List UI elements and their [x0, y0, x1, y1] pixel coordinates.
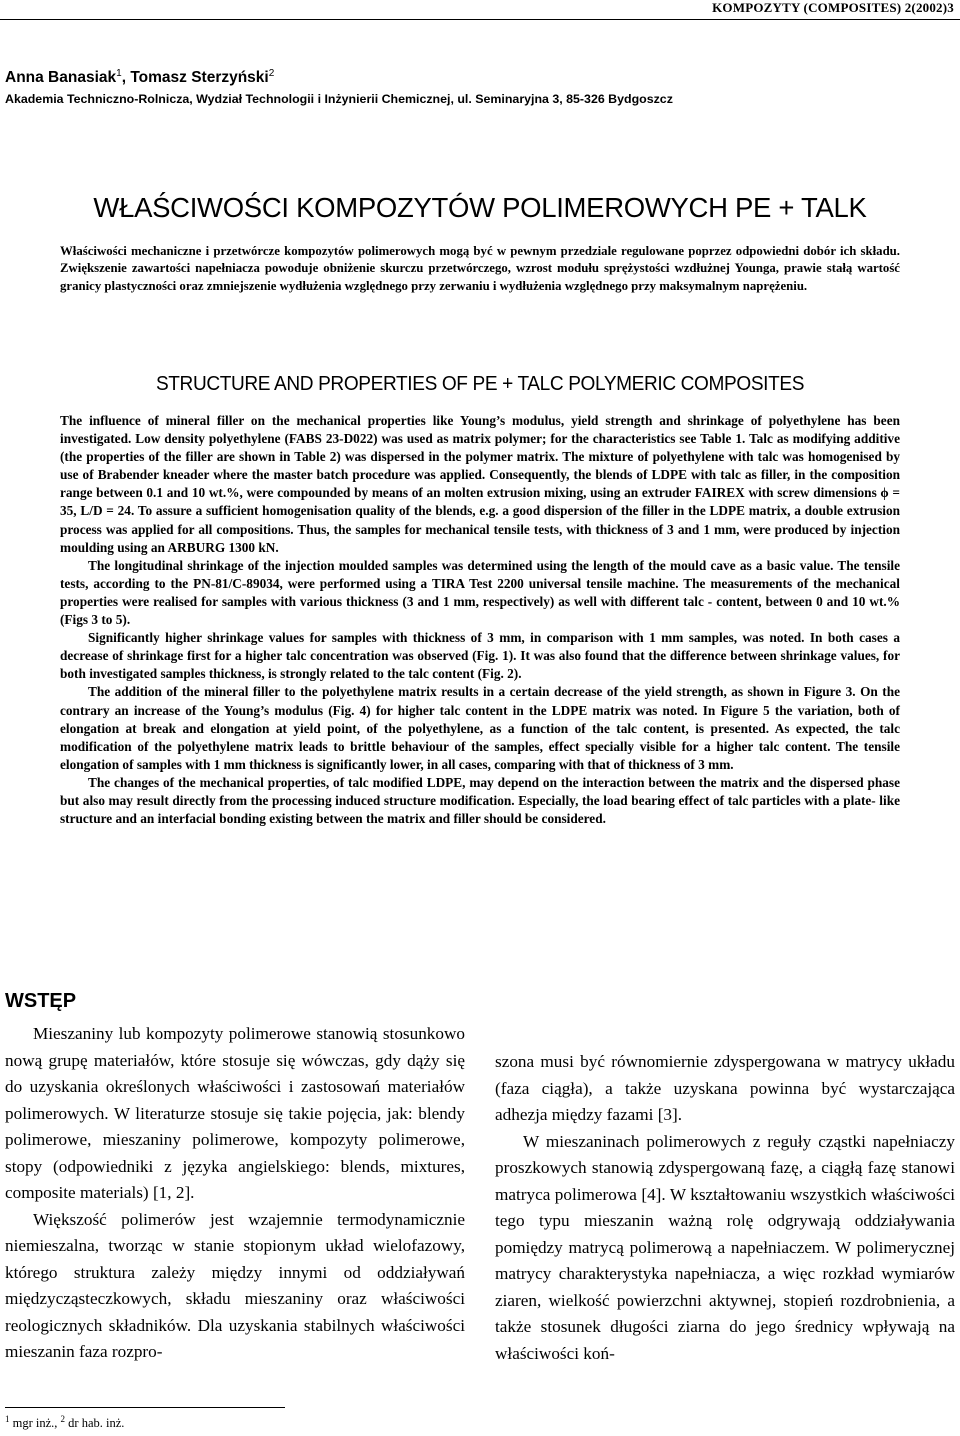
- journal-header: KOMPOZYTY (COMPOSITES) 2(2002)3: [712, 0, 954, 15]
- authors: [5, 68, 274, 87]
- footnote-text-1: mgr inż.,: [9, 1416, 61, 1431]
- abstract-en-paragraph: The influence of mineral filler on the mechanical properties like Young’s modulus, yield strength and shrinkage of polyethylene has been investigated. Low density polyethylene (FABS 23-D022) was used as matrix polymer; for the characteristics see Table 1. Talc as modifying additive (the properties of the filler are shown in Table 2) was dispersed in the polymer matrix. The mixture of polyethylene with talc was homogenised by use of Brabender kneader where the master batch procedure was applied. Consequently, the blends of LDPE with talc as filler, in the composition range between 0.1 and 10 wt.%, were compounded by means of an molten extrusion mixing, using an extruder FAIREX with screw dimensions ϕ = 35, L/D = 24. To assure a sufficient homogenisation quality of the blends, e.g. a good dispersion of the filler in the LDPE matrix, a double extrusion process was applied for all compositions. Thus, the samples for mechanical tensile tests, with thickness of 3 and 1 mm, were produced by injection moulding using an ARBURG 1300 kN.: [60, 413, 900, 555]
- footnote-rule: [5, 1407, 285, 1408]
- footnote-text-2: dr hab. inż.: [65, 1416, 125, 1431]
- abstract-en-paragraph: The longitudinal shrinkage of the injection moulded samples was determined using the length of the mould cave as a basic value. The tensile tests, according to the PN-81/C-89034, were performed using a TIRA Test 2200 universal tensile machine. The measurements of the mechanical properties were realised for samples with various thickness (3 and 1 mm, respectively) as well with different talc - content, between 0 and 10 wt.% (Figs 3 to 5).: [60, 557, 900, 628]
- body-paragraph: W mieszaninach polimerowych z reguły cząstki napełniaczy proszkowych stanowią zdyspergowaną fazę, a ciągłą fazę stanowi matryca polimerowa [4]. W kształtowaniu wszystkich właściwości tego typu mieszanin ważną rolę odgrywają oddziaływania pomiędzy matrycą polimerową a napełniaczem. W polimerycznej matrycy charakterystyka napełniacza, a więc rozkład wymiarów ziaren, wielkość powierzchni aktywnej, stopień rozdrobnienia, a także stosunek długości ziarna do jego średnicy wpływają na właściwości koń-: [495, 1131, 955, 1363]
- author-2-mark: 2: [268, 68, 275, 79]
- body-paragraph: Większość polimerów jest wzajemnie termodynamicznie niemieszalna, tworząc w stanie stopionym układ wielofazowy, którego struktura zależy między innymi od oddziaływań międzycząsteczkowych, składu mieszaniny oraz właściwości reologicznych składników. Dla uzyskania stabilnych właściwości mieszanin faza rozpro-: [5, 1209, 465, 1361]
- body-paragraph: Mieszaniny lub kompozyty polimerowe stanowią stosunkowo nową grupę materiałów, które stosuje się wówczas, gdy dąży się do uzyskania określonych właściwości i zastosowań materiałów polimerowych. W literaturze stosuje się takie pojęcia, jak: blendy polimerowe, mieszaniny polimerowe, kompozyty polimerowe, stopy (odpowiedniki z języka angielskiego: blends, mixtures, composite materials) [1, 2].: [5, 1024, 465, 1202]
- footnote-mark-2: 2: [60, 1414, 66, 1424]
- section-heading: WSTĘP: [5, 990, 77, 1012]
- author-1-mark: 1: [116, 68, 122, 79]
- abstract-polish-text: Właściwości mechaniczne i przetwórcze kompozytów polimerowych mogą być w pewnym przedziale regulowane poprzez odpowiedni dobór ich składu. Zwiększenie zawartości napełniacza powoduje obniżenie skurczu przetwórczego, wzrost modułu sprężystości wzdłużnej Younga, prawie stałą wartość granicy plastyczności oraz zmniejszenie wydłużenia względnego przy zerwaniu i wydłużenia względnego przy maksymalnym naprężeniu.: [60, 244, 900, 293]
- title-polish: WŁAŚCIWOŚCI KOMPOZYTÓW POLIMEROWYCH PE + TALK: [93, 192, 867, 223]
- footnote-mark-1: 1: [5, 1414, 10, 1424]
- abstract-english: [60, 412, 900, 828]
- author-2: Tomasz Sterzyński: [130, 69, 269, 87]
- abstract-en-paragraph: Significantly higher shrinkage values for samples with thickness of 3 mm, in comparison with 1 mm samples, was noted. In both cases a decrease of shrinkage first for a higher talc concentration was observed (Fig. 1). It was also found that the difference between shrinkage values, for both investigated samples thickness, is strongly related to the talc content (Fig. 2).: [60, 630, 900, 682]
- title-english: STRUCTURE AND PROPERTIES OF PE + TALC POLYMERIC COMPOSITES: [155, 372, 805, 395]
- author-1: Anna Banasiak: [5, 69, 117, 87]
- abstract-en-paragraph: The addition of the mineral filler to the polyethylene matrix results in a certain decrease of the yield strength, as shown in Figure 3. On the contrary an increase of the Young’s modulus (Fig. 4) for higher talc content in the LDPE matrix was noted. In Figure 5 the variation, both of elongation at break and elongation at yield point, of the polyethylene, as a function of the talc content, is presented. As expected, the talc modification of the polyethylene matrix leads to brittle behaviour of the samples, effect specially visible for a higher talc content. The tensile elongation of samples with 1 mm thickness is significantly lower, in all cases, comparing with that of thickness of 3 mm.: [60, 684, 900, 772]
- body-column-right: [495, 1049, 955, 1367]
- footnote: [5, 1414, 124, 1431]
- body-column-left: [5, 1021, 465, 1366]
- abstract-en-paragraph: The changes of the mechanical properties, of talc modified LDPE, may depend on the interaction between the matrix and the dispersed phase but also may result directly from the processing induced structure modification. Especially, the load bearing effect of talc particles with a plate- like structure and an interfacial bonding existing between the matrix and filler should be considered.: [60, 774, 900, 827]
- author-separator: ,: [121, 69, 131, 87]
- header-rule: [0, 19, 960, 20]
- abstract-polish: [60, 243, 900, 295]
- body-paragraph: szona musi być równomiernie zdyspergowana w matrycy układu (faza ciągła), a także uzyskana powinna być wystarczająca adhezja między fazami [3].: [495, 1052, 955, 1124]
- affiliation: Akademia Techniczno-Rolnicza, Wydział Technologii i Inżynierii Chemicznej, ul. Seminaryjna 3, 85-326 Bydgoszcz: [5, 92, 673, 106]
